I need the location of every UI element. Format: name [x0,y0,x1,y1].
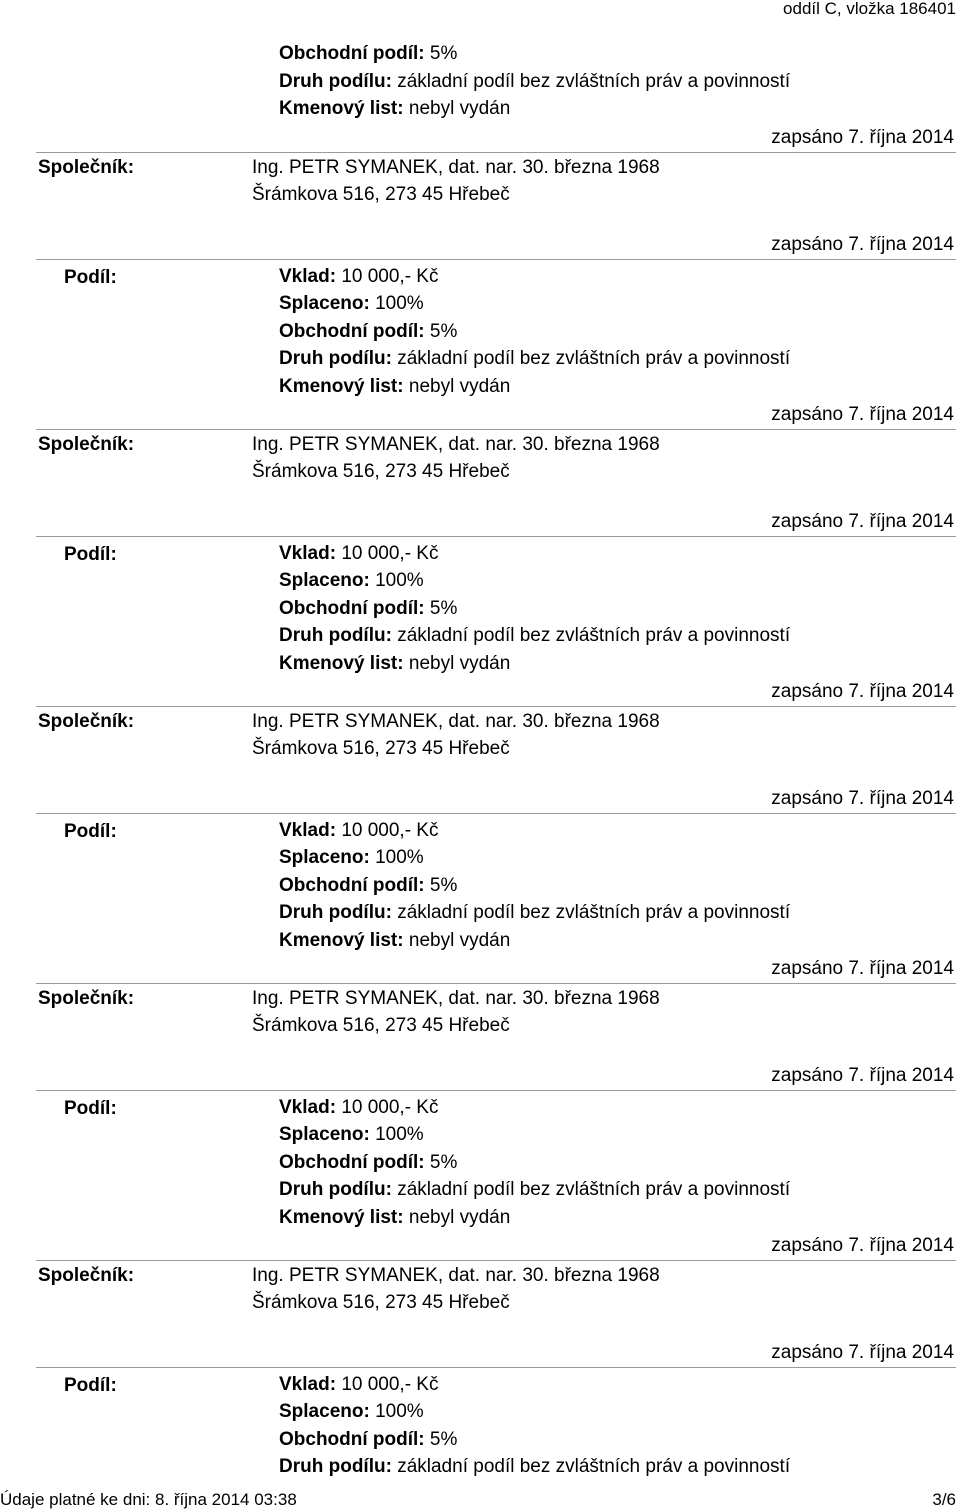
share-certificate [279,653,510,675]
deposit-label: Vklad: [279,266,337,287]
section-divider [36,259,956,260]
business-share-value: 5% [429,43,458,64]
share-type-label: Druh podílu: [279,1179,392,1200]
deposit-value: 10 000,- Kč [341,543,439,564]
business-share-label: Obchodní podíl: [279,43,425,64]
paid [279,847,424,869]
deposit [279,820,438,842]
share-label: Podíl: [64,1375,117,1396]
partner-address: Šrámkova 516, 273 45 Hřebeč [252,1015,510,1036]
share-label: Podíl: [64,1098,117,1119]
share-type-value: základní podíl bez zvláštních práv a povinností [397,1179,791,1200]
share-certificate [279,98,510,120]
share-label: Podíl: [64,267,117,288]
business-share-label: Obchodní podíl: [279,598,425,619]
share-certificate-label: Kmenový list: [279,1207,404,1228]
deposit-label: Vklad: [279,543,337,564]
section-divider [36,813,956,814]
paid-value: 100% [375,847,424,868]
business-share-value: 5% [429,1429,458,1450]
register-reference: oddíl C, vložka 186401 [783,0,956,18]
deposit [279,1097,438,1119]
registration-stamp: zapsáno 7. října 2014 [771,1235,954,1256]
share-certificate [279,1207,510,1229]
deposit-value: 10 000,- Kč [341,820,439,841]
paid-label: Splaceno: [279,293,370,314]
deposit-value: 10 000,- Kč [341,1374,439,1395]
paid [279,1124,424,1146]
paid-label: Splaceno: [279,847,370,868]
validity-footer: Údaje platné ke dni: 8. října 2014 03:38 [0,1490,297,1509]
business-share-label: Obchodní podíl: [279,875,425,896]
business-share-label: Obchodní podíl: [279,321,425,342]
share-certificate-label: Kmenový list: [279,653,404,674]
partner-name: Ing. PETR SYMANEK, dat. nar. 30. března 1968 [252,1265,660,1286]
deposit-value: 10 000,- Kč [341,1097,439,1118]
section-divider [36,1367,956,1368]
share-type [279,902,790,924]
paid-value: 100% [375,293,424,314]
paid-label: Splaceno: [279,1124,370,1145]
business-share-value: 5% [429,598,458,619]
registration-stamp: zapsáno 7. října 2014 [771,511,954,532]
paid-label: Splaceno: [279,570,370,591]
business-share [279,1152,457,1174]
business-share-value: 5% [429,1152,458,1173]
paid [279,570,424,592]
registration-stamp: zapsáno 7. října 2014 [771,1342,954,1363]
share-type-value: základní podíl bez zvláštních práv a povinností [397,348,791,369]
partner-address: Šrámkova 516, 273 45 Hřebeč [252,738,510,759]
share-type [279,348,790,370]
share-type [279,71,790,93]
partner-address: Šrámkova 516, 273 45 Hřebeč [252,461,510,482]
deposit [279,543,438,565]
deposit-value: 10 000,- Kč [341,266,439,287]
registration-stamp: zapsáno 7. října 2014 [771,127,954,148]
share-type-value: základní podíl bez zvláštních práv a povinností [397,902,791,923]
section-divider [36,536,956,537]
section-divider [36,1090,956,1091]
partner-label: Společník: [38,988,135,1009]
page-number: 3/6 [932,1490,956,1509]
partner-address: Šrámkova 516, 273 45 Hřebeč [252,184,510,205]
section-divider [36,983,956,984]
partner-name: Ing. PETR SYMANEK, dat. nar. 30. března 1968 [252,157,660,178]
partner-address: Šrámkova 516, 273 45 Hřebeč [252,1292,510,1313]
deposit-label: Vklad: [279,1374,337,1395]
share-certificate-value: nebyl vydán [408,376,511,397]
share-label: Podíl: [64,544,117,565]
business-share-value: 5% [429,875,458,896]
section-divider [36,1260,956,1261]
share-certificate-value: nebyl vydán [408,930,511,951]
share-type [279,625,790,647]
registration-stamp: zapsáno 7. října 2014 [771,234,954,255]
paid-value: 100% [375,1401,424,1422]
share-type-label: Druh podílu: [279,902,392,923]
share-label: Podíl: [64,821,117,842]
share-certificate-value: nebyl vydán [408,653,511,674]
business-share-value: 5% [429,321,458,342]
paid [279,1401,424,1423]
business-share [279,1429,457,1451]
share-certificate-label: Kmenový list: [279,930,404,951]
partner-name: Ing. PETR SYMANEK, dat. nar. 30. března 1968 [252,434,660,455]
deposit [279,1374,438,1396]
registration-stamp: zapsáno 7. října 2014 [771,681,954,702]
share-type [279,1179,790,1201]
share-certificate [279,930,510,952]
partner-label: Společník: [38,434,135,455]
business-share [279,598,457,620]
paid-label: Splaceno: [279,1401,370,1422]
section-divider [36,152,956,153]
business-share [279,43,457,65]
partner-label: Společník: [38,711,135,732]
section-divider [36,706,956,707]
registration-stamp: zapsáno 7. října 2014 [771,404,954,425]
registration-stamp: zapsáno 7. října 2014 [771,958,954,979]
paid-value: 100% [375,1124,424,1145]
share-certificate-label: Kmenový list: [279,98,404,119]
share-type-value: základní podíl bez zvláštních práv a povinností [397,1456,791,1477]
share-certificate-value: nebyl vydán [408,98,511,119]
deposit [279,266,438,288]
share-certificate-label: Kmenový list: [279,376,404,397]
registration-stamp: zapsáno 7. října 2014 [771,788,954,809]
share-type-label: Druh podílu: [279,348,392,369]
share-type-value: základní podíl bez zvláštních práv a povinností [397,71,791,92]
business-share [279,875,457,897]
paid-value: 100% [375,570,424,591]
partner-label: Společník: [38,157,135,178]
share-certificate-value: nebyl vydán [408,1207,511,1228]
share-type-label: Druh podílu: [279,1456,392,1477]
deposit-label: Vklad: [279,1097,337,1118]
paid [279,293,424,315]
partner-name: Ing. PETR SYMANEK, dat. nar. 30. března 1968 [252,988,660,1009]
share-type [279,1456,790,1478]
share-type-label: Druh podílu: [279,71,392,92]
registration-stamp: zapsáno 7. října 2014 [771,1065,954,1086]
business-share [279,321,457,343]
business-share-label: Obchodní podíl: [279,1152,425,1173]
share-certificate [279,376,510,398]
business-share-label: Obchodní podíl: [279,1429,425,1450]
partner-label: Společník: [38,1265,135,1286]
partner-name: Ing. PETR SYMANEK, dat. nar. 30. března 1968 [252,711,660,732]
section-divider [36,429,956,430]
deposit-label: Vklad: [279,820,337,841]
share-type-value: základní podíl bez zvláštních práv a povinností [397,625,791,646]
share-type-label: Druh podílu: [279,625,392,646]
